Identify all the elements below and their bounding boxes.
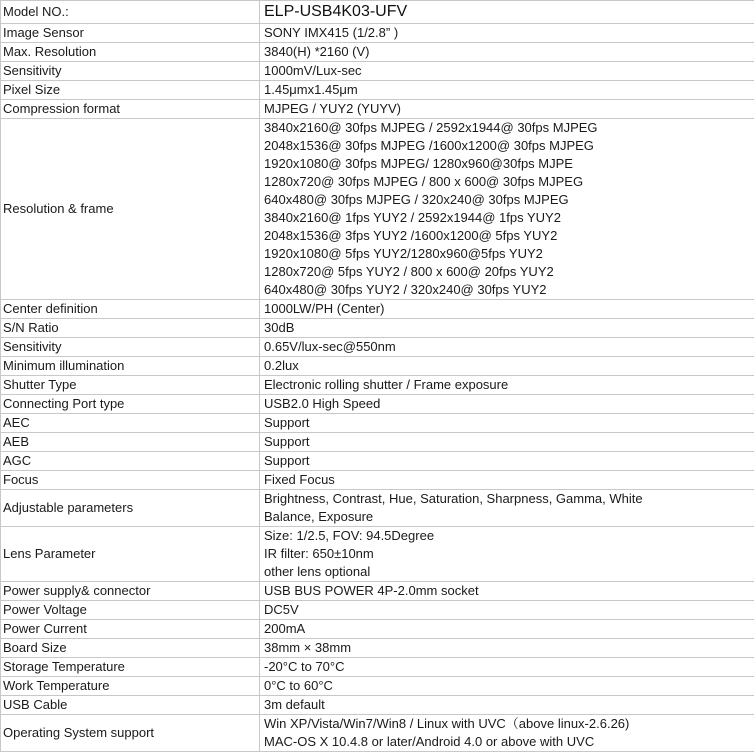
spec-label: Center definition [1,300,260,319]
table-row [1,471,754,490]
spec-value-line: SONY IMX415 (1/2.8” ) [264,25,399,40]
spec-label: Power Voltage [1,601,260,620]
table-row [1,376,754,395]
spec-value [260,582,754,601]
spec-value-line: Brightness, Contrast, Hue, Saturation, Sharpness, Gamma, White [264,491,643,506]
spec-value-line: 2048x1536@ 3fps YUY2 /1600x1200@ 5fps YUY2 [264,228,558,243]
spec-value-line: 1000LW/PH (Center) [264,301,385,316]
spec-label: Image Sensor [1,24,260,43]
spec-label: Sensitivity [1,62,260,81]
table-row [1,715,754,752]
table-row [1,452,754,471]
spec-label: Shutter Type [1,376,260,395]
table-row [1,658,754,677]
spec-value [260,1,754,24]
spec-value-line: Electronic rolling shutter / Frame exposure [264,377,509,392]
spec-label: Operating System support [1,715,260,752]
table-row [1,81,754,100]
spec-label: Storage Temperature [1,658,260,677]
spec-value [260,620,754,639]
table-row [1,119,754,300]
spec-value [260,62,754,81]
spec-value-line: 3840x2160@ 30fps MJPEG / 2592x1944@ 30fps MJPEG [264,120,598,135]
spec-value-line: 30dB [264,320,295,335]
spec-label: Connecting Port type [1,395,260,414]
spec-label: Adjustable parameters [1,490,260,527]
spec-value [260,119,754,300]
spec-value [260,677,754,696]
table-row [1,414,754,433]
spec-value-line: -20°C to 70°C [264,659,345,674]
spec-value-line: other lens optional [264,564,371,579]
table-row [1,300,754,319]
spec-value-line: 3m default [264,697,325,712]
table-row [1,527,754,582]
spec-value [260,696,754,715]
table-row [1,582,754,601]
spec-value-line: 2048x1536@ 30fps MJPEG /1600x1200@ 30fps MJPEG [264,138,594,153]
table-row [1,620,754,639]
spec-value-line: Support [264,434,310,449]
spec-value-line: 1920x1080@ 5fps YUY2/1280x960@5fps YUY2 [264,246,543,261]
spec-value [260,527,754,582]
spec-value [260,490,754,527]
spec-value [260,43,754,62]
spec-label: AGC [1,452,260,471]
spec-value [260,300,754,319]
spec-label: Sensitivity [1,338,260,357]
table-row [1,319,754,338]
spec-value-line: 3840(H) *2160 (V) [264,44,370,59]
spec-value-line: 3840x2160@ 1fps YUY2 / 2592x1944@ 1fps YUY2 [264,210,561,225]
spec-value [260,658,754,677]
spec-value [260,433,754,452]
spec-label: Model NO.: [1,1,260,24]
spec-label: Resolution & frame [1,119,260,300]
spec-value [260,414,754,433]
spec-value [260,338,754,357]
table-row [1,43,754,62]
spec-value [260,601,754,620]
spec-label: Power supply& connector [1,582,260,601]
spec-value-line: IR filter: 650±10nm [264,546,374,561]
spec-label: Focus [1,471,260,490]
spec-label: Pixel Size [1,81,260,100]
spec-label: AEC [1,414,260,433]
spec-value-line: MAC-OS X 10.4.8 or later/Android 4.0 or above with UVC [264,734,595,749]
spec-value-line: 640x480@ 30fps YUY2 / 320x240@ 30fps YUY2 [264,282,547,297]
spec-value [260,24,754,43]
spec-value-line: Support [264,453,310,468]
spec-value [260,376,754,395]
spec-value-line: 0°C to 60°C [264,678,333,693]
spec-value [260,452,754,471]
table-row [1,338,754,357]
spec-value-line: DC5V [264,602,299,617]
spec-label: Max. Resolution [1,43,260,62]
spec-value-line: 200mA [264,621,306,636]
spec-value-line: 1920x1080@ 30fps MJPEG/ 1280x960@30fps MJPE [264,156,573,171]
spec-value-line: 38mm × 38mm [264,640,352,655]
spec-value-line: Win XP/Vista/Win7/Win8 / Linux with UVC（above linux-2.6.26) [264,716,630,731]
spec-value-line: Support [264,415,310,430]
table-row [1,62,754,81]
spec-value-line: 0.2lux [264,358,299,373]
table-header-row [1,1,754,24]
spec-table-body [1,1,754,752]
table-row [1,601,754,620]
spec-label: S/N Ratio [1,319,260,338]
spec-label: USB Cable [1,696,260,715]
table-row [1,696,754,715]
spec-label: AEB [1,433,260,452]
spec-value [260,81,754,100]
table-row [1,395,754,414]
spec-value-line: ELP-USB4K03-UFV [264,3,408,20]
table-row [1,639,754,658]
spec-value-line: USB BUS POWER 4P-2.0mm socket [264,583,479,598]
spec-label: Power Current [1,620,260,639]
spec-value-line: 640x480@ 30fps MJPEG / 320x240@ 30fps MJPEG [264,192,569,207]
spec-value [260,639,754,658]
spec-value [260,395,754,414]
spec-value-line: 0.65V/lux-sec@550nm [264,339,396,354]
spec-value [260,471,754,490]
spec-label: Compression format [1,100,260,119]
table-row [1,100,754,119]
table-row [1,357,754,376]
spec-value-line: Fixed Focus [264,472,335,487]
table-row [1,490,754,527]
spec-value-line: 1280x720@ 30fps MJPEG / 800 x 600@ 30fps MJPEG [264,174,584,189]
table-row [1,433,754,452]
spec-value-line: 1000mV/Lux-sec [264,63,362,78]
spec-value-line: 1.45μmx1.45μm [264,82,358,97]
spec-value [260,357,754,376]
spec-value-line: USB2.0 High Speed [264,396,381,411]
table-row [1,24,754,43]
spec-label: Lens Parameter [1,527,260,582]
spec-value [260,715,754,752]
spec-value-line: MJPEG / YUY2 (YUYV) [264,101,402,116]
spec-value-line: Balance, Exposure [264,509,374,524]
table-row [1,677,754,696]
spec-value [260,319,754,338]
spec-label: Minimum illumination [1,357,260,376]
spec-label: Work Temperature [1,677,260,696]
spec-value-line: Size: 1/2.5, FOV: 94.5Degree [264,528,435,543]
spec-value [260,100,754,119]
spec-value-line: 1280x720@ 5fps YUY2 / 800 x 600@ 20fps YUY2 [264,264,554,279]
spec-label: Board Size [1,639,260,658]
